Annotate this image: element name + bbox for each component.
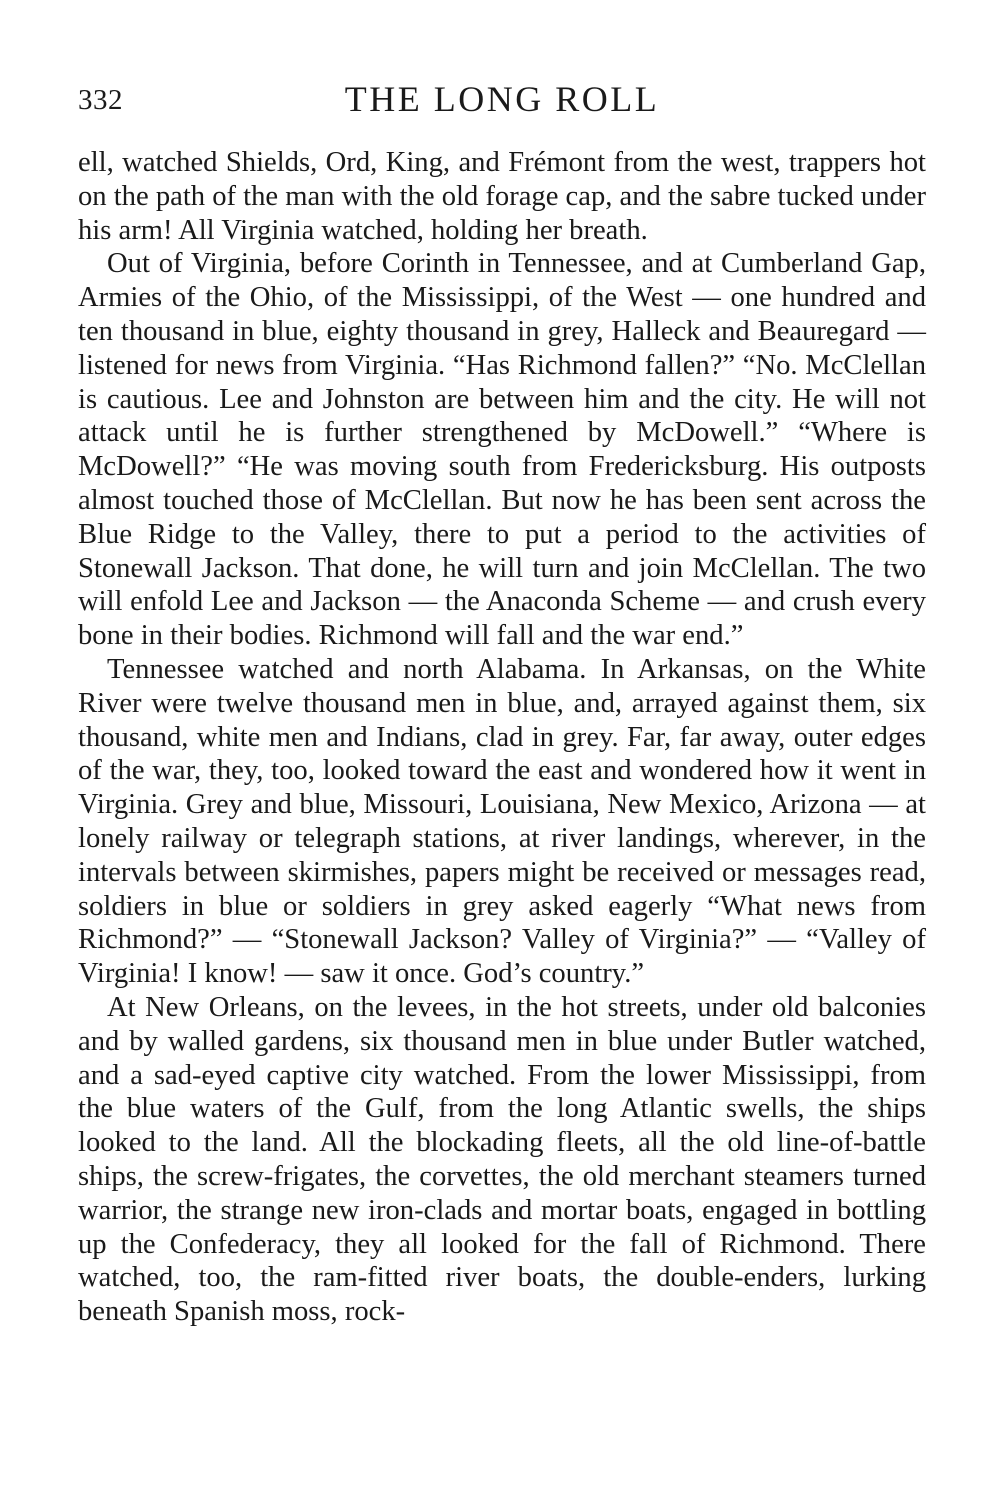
paragraph: Tennessee watched and north Alabama. In Arkansas, on the White River were twelve thousand men in blue, and, arrayed against them, six thousand, white men and Indians, clad in grey. Far, far away, outer edges of the war, they, too, looked toward the east and wondered how it went in Virginia. Grey and blue, Missouri, Louisiana, New Mexico, Arizona — at lonely railway or telegraph stations, at river landings, wherever, in the intervals between skirmishes, papers might be received or messages read, soldiers in blue or soldiers in grey asked eagerly “What news from Richmond?” — “Stonewall Jackson? Valley of Virginia?” — “Valley of Virginia! I know! — saw it once. God’s country.” [78,653,926,990]
paragraph: Out of Virginia, before Corinth in Tennessee, and at Cumberland Gap, Armies of the Ohio, of the Mississippi, of the West — one hundred and ten thousand in blue, eighty thousand in grey, Halleck and Beauregard — listened for news from Virginia. “Has Richmond fallen?” “No. McClellan is cautious. Lee and Johnston are between him and the city. He will not attack until he is further strengthened by McDowell.” “Where is McDowell?” “He was moving south from Fredericksburg. His outposts almost touched those of McClellan. But now he has been sent across the Blue Ridge to the Valley, there to put a period to the activities of Stonewall Jackson. That done, he will turn and join McClellan. The two will enfold Lee and Jackson — the Anaconda Scheme — and crush every bone in their bodies. Richmond will fall and the war end.” [78,248,926,652]
page-number: 332 [78,84,123,116]
body-text [78,146,926,1329]
running-title: THE LONG ROLL [344,79,660,119]
paragraph: At New Orleans, on the levees, in the hot streets, under old balconies and by walled gardens, six thousand men in blue under Butler watched, and a sad-eyed captive city watched. From the lower Mississippi, from the blue waters of the Gulf, from the long Atlantic swells, the ships looked to the land. All the blockading fleets, all the old line-of-battle ships, the screw-frigates, the corvettes, the old merchant steamers turned warrior, the strange new iron-clads and mortar boats, engaged in bottling up the Confederacy, they all looked for the fall of Richmond. There watched, too, the ram-fitted river boats, the double-enders, lurking beneath Spanish moss, rock- [78,991,926,1328]
paragraph-continued: ell, watched Shields, Ord, King, and Frémont from the west, trappers hot on the path of the man with the old forage cap, and the sabre tucked under his arm! All Virginia watched, holding her breath. [78,147,926,246]
running-head [78,78,926,126]
